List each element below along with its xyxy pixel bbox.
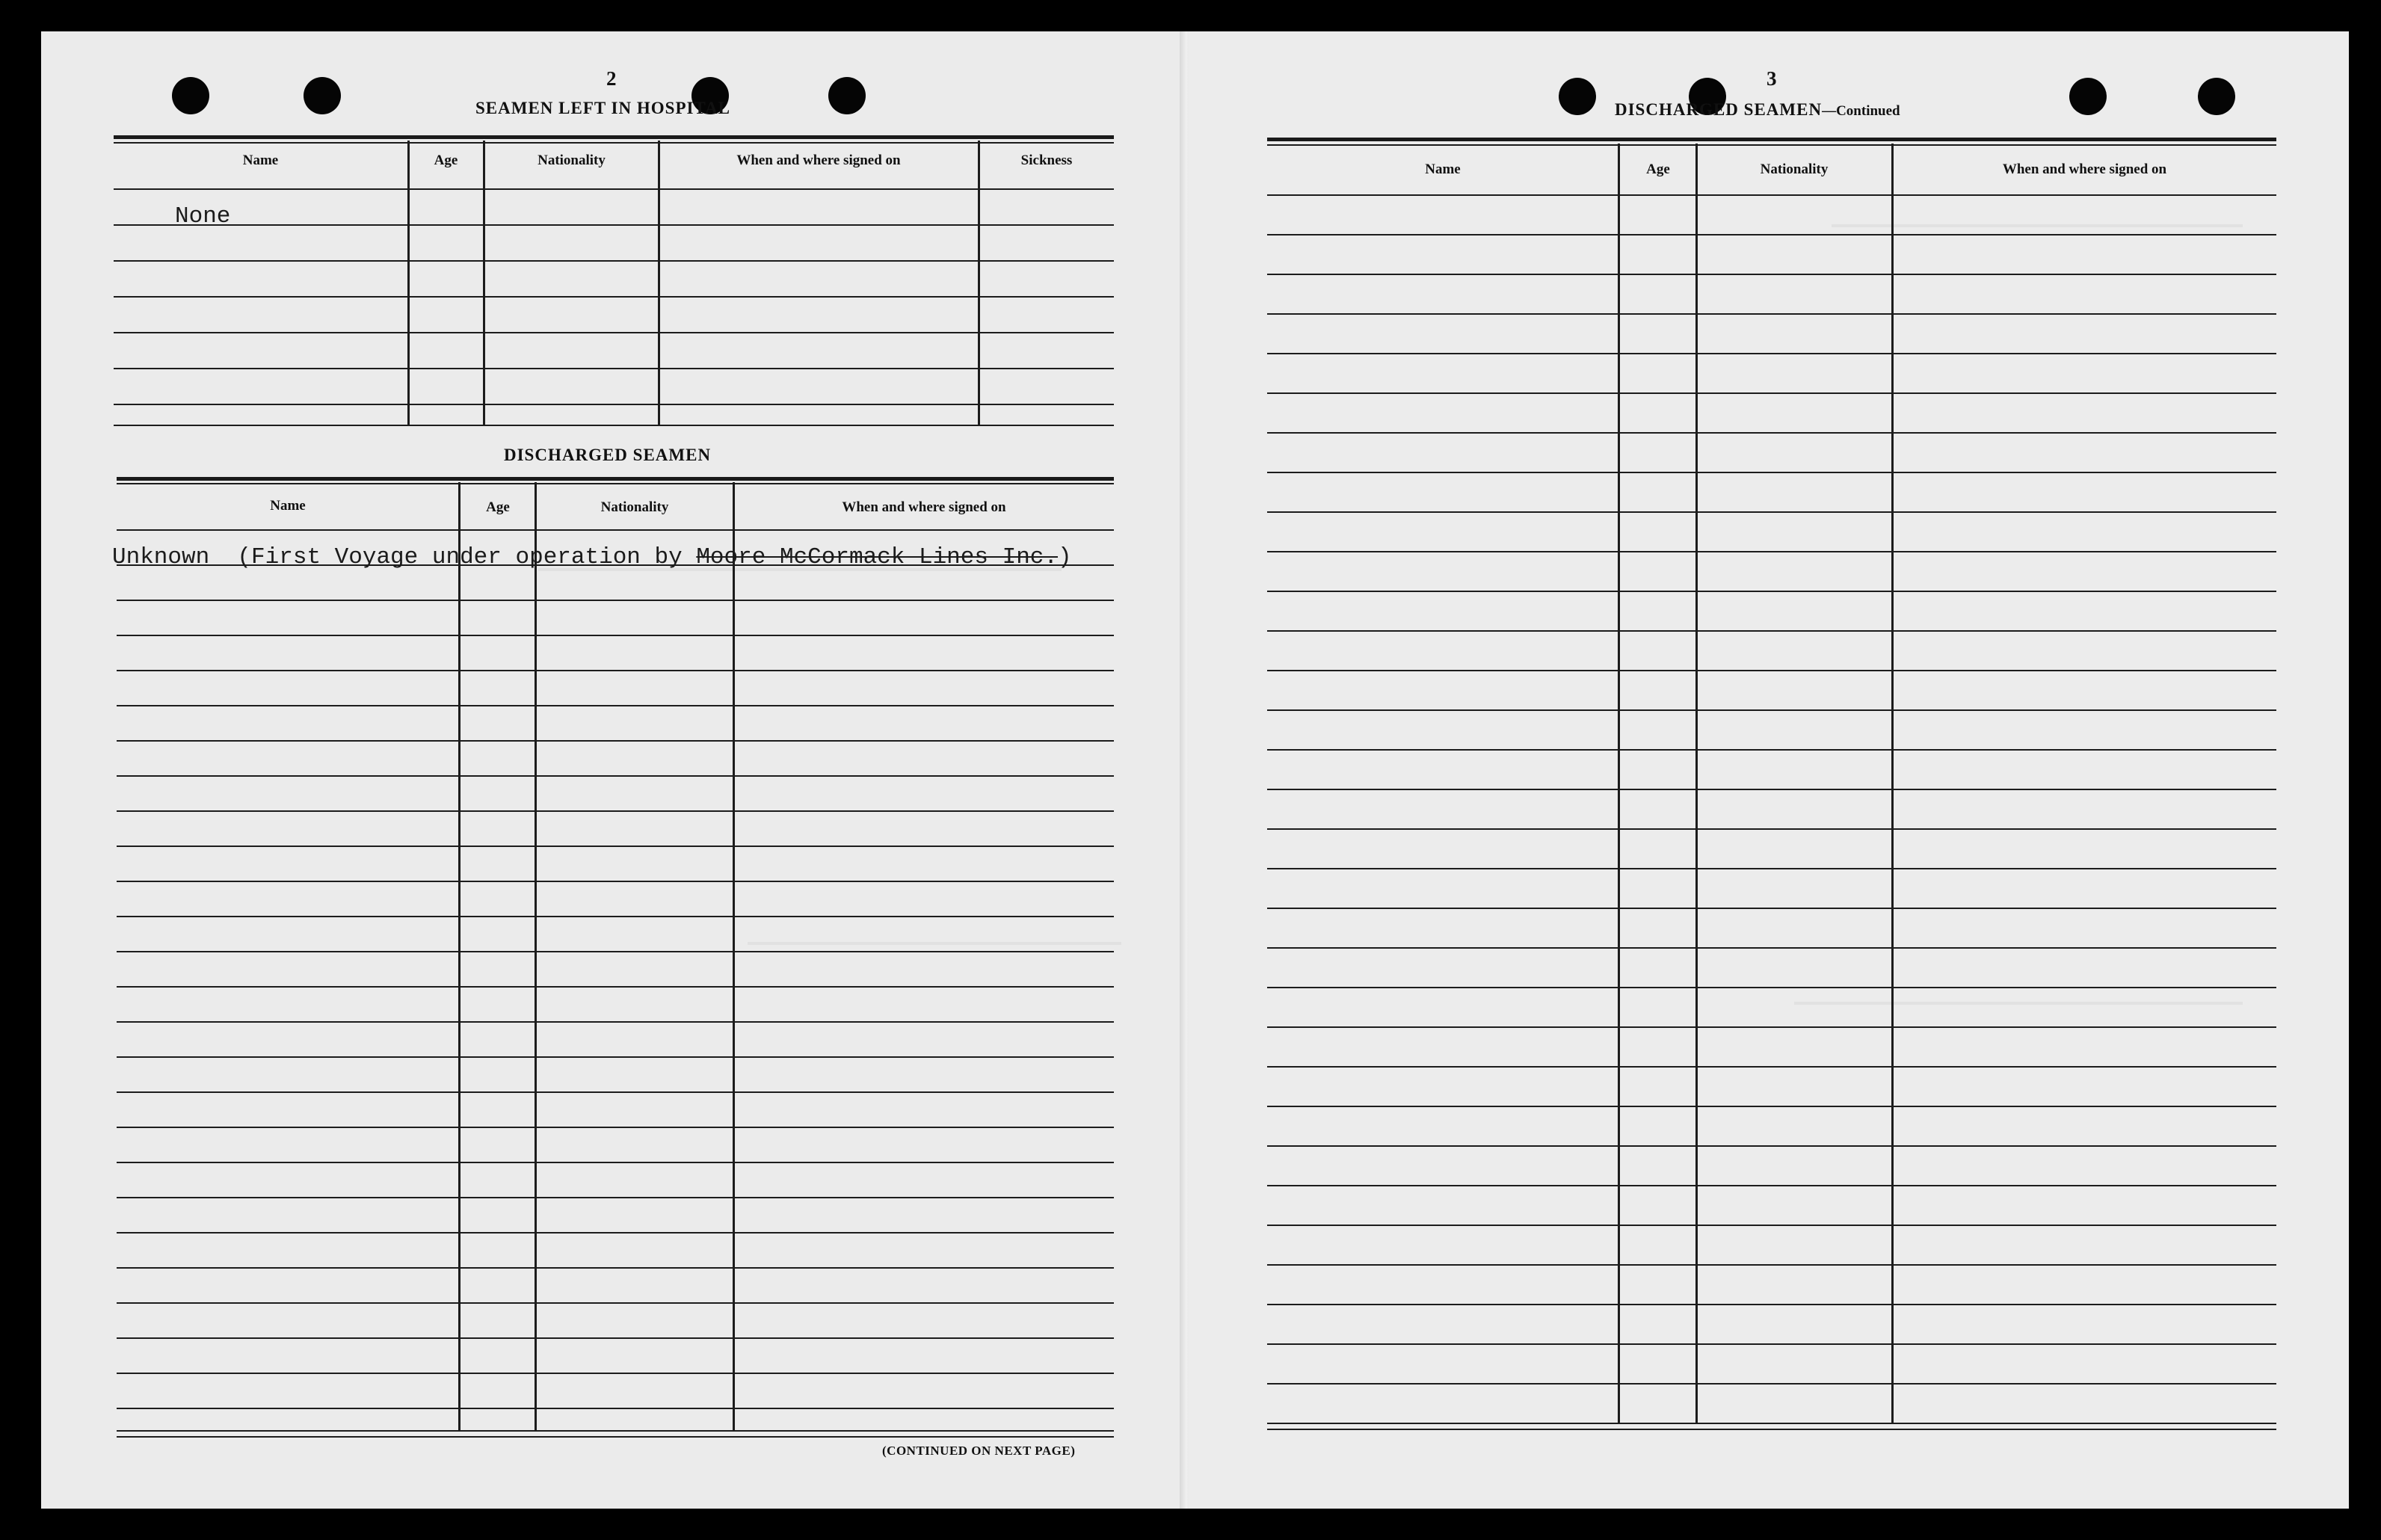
discharged-col-nationality: Nationality bbox=[600, 499, 669, 515]
continued-col-signed-on: When and where signed on bbox=[2002, 161, 2167, 177]
table-row-rule bbox=[117, 951, 1114, 952]
page-number: 3 bbox=[1767, 67, 1777, 90]
table-row-rule bbox=[1267, 511, 2276, 513]
table-top-rule bbox=[114, 135, 1114, 139]
table-row-rule bbox=[117, 986, 1114, 988]
column-divider bbox=[733, 482, 735, 1432]
punch-hole bbox=[2069, 78, 2107, 115]
table-row-rule bbox=[117, 529, 1114, 531]
table-row-rule bbox=[1267, 1026, 2276, 1028]
table-row-rule bbox=[117, 916, 1114, 917]
table-row-rule bbox=[1267, 908, 2276, 909]
table-row-rule bbox=[1267, 828, 2276, 830]
show-through-mark bbox=[748, 942, 1121, 945]
table-row-rule bbox=[1267, 670, 2276, 671]
table-row-rule bbox=[1267, 472, 2276, 473]
table-top-rule bbox=[117, 483, 1114, 484]
discharged-continued-title-main: DISCHARGED SEAMEN bbox=[1615, 100, 1823, 119]
table-bottom-rule bbox=[117, 1430, 1114, 1432]
table-row-rule bbox=[117, 670, 1114, 671]
punch-hole bbox=[2198, 78, 2235, 115]
punch-hole bbox=[304, 77, 341, 114]
table-row-rule bbox=[1267, 630, 2276, 632]
table-row-rule bbox=[117, 1127, 1114, 1128]
table-row-rule bbox=[114, 332, 1114, 333]
table-row-rule bbox=[1267, 353, 2276, 354]
column-divider bbox=[483, 141, 485, 425]
table-bottom-rule bbox=[117, 1436, 1114, 1438]
punch-hole bbox=[172, 77, 209, 114]
table-row-rule bbox=[1267, 709, 2276, 711]
table-row-rule bbox=[1267, 1225, 2276, 1226]
struck-company-name: Moore McCormack Lines Inc. bbox=[696, 544, 1059, 570]
table-row-rule bbox=[1267, 1383, 2276, 1385]
left-page bbox=[41, 31, 1185, 1509]
table-row-rule bbox=[117, 635, 1114, 636]
column-divider bbox=[535, 482, 537, 1432]
table-row-rule bbox=[114, 224, 1114, 226]
table-row-rule bbox=[1267, 1185, 2276, 1186]
hospital-col-signed-on: When and where signed on bbox=[736, 153, 901, 168]
table-row-rule bbox=[117, 1056, 1114, 1058]
table-bottom-rule bbox=[1267, 1423, 2276, 1424]
table-row-rule bbox=[117, 1021, 1114, 1023]
hospital-col-age: Age bbox=[434, 153, 458, 168]
continued-col-age: Age bbox=[1646, 161, 1670, 177]
table-row-rule bbox=[1267, 432, 2276, 434]
table-row-rule bbox=[1267, 591, 2276, 592]
table-row-rule bbox=[114, 188, 1114, 190]
table-row-rule bbox=[1267, 551, 2276, 552]
table-row-rule bbox=[117, 1302, 1114, 1304]
table-top-rule bbox=[114, 142, 1114, 144]
table-row-rule bbox=[114, 260, 1114, 262]
table-row-rule bbox=[117, 1408, 1114, 1409]
discharged-col-signed-on: When and where signed on bbox=[842, 499, 1006, 515]
discharged-entry-text: Unknown (First Voyage under operation by bbox=[112, 544, 697, 570]
continued-col-nationality: Nationality bbox=[1760, 161, 1829, 177]
table-row-rule bbox=[114, 368, 1114, 369]
table-top-rule bbox=[1267, 144, 2276, 146]
column-divider bbox=[1695, 144, 1698, 1423]
table-row-rule bbox=[1267, 194, 2276, 196]
punch-hole bbox=[828, 77, 866, 114]
table-row-rule bbox=[117, 705, 1114, 706]
right-page bbox=[1189, 31, 2349, 1509]
table-bottom-rule bbox=[114, 425, 1114, 426]
table-row-rule bbox=[117, 881, 1114, 882]
table-row-rule bbox=[1267, 1066, 2276, 1068]
continued-suffix: —Continued bbox=[1822, 103, 1900, 119]
discharged-entry bbox=[112, 544, 1072, 570]
table-row-rule bbox=[1267, 868, 2276, 869]
continued-col-name: Name bbox=[1425, 161, 1461, 177]
table-row-rule bbox=[117, 1091, 1114, 1093]
table-row-rule bbox=[1267, 234, 2276, 235]
hospital-col-sickness: Sickness bbox=[1020, 153, 1073, 168]
table-row-rule bbox=[117, 846, 1114, 847]
show-through-mark bbox=[1794, 1002, 2243, 1005]
table-bottom-rule bbox=[1267, 1429, 2276, 1430]
table-row-rule bbox=[1267, 313, 2276, 315]
table-row-rule bbox=[1267, 947, 2276, 949]
table-row-rule bbox=[117, 1267, 1114, 1269]
table-row-rule bbox=[1267, 749, 2276, 751]
discharged-section-title: DISCHARGED SEAMEN bbox=[504, 446, 712, 464]
table-row-rule bbox=[117, 1373, 1114, 1374]
table-row-rule bbox=[1267, 274, 2276, 275]
table-row-rule bbox=[117, 600, 1114, 601]
hospital-section-title: SEAMEN LEFT IN HOSPITAL bbox=[475, 99, 731, 117]
column-divider bbox=[407, 141, 410, 425]
hospital-col-nationality: Nationality bbox=[538, 153, 606, 168]
table-row-rule bbox=[114, 296, 1114, 298]
table-row-rule bbox=[1267, 392, 2276, 394]
table-row-rule bbox=[1267, 1106, 2276, 1107]
table-row-rule bbox=[117, 810, 1114, 812]
table-top-rule bbox=[117, 477, 1114, 481]
table-row-rule bbox=[117, 775, 1114, 777]
table-row-rule bbox=[1267, 1264, 2276, 1266]
table-row-rule bbox=[114, 404, 1114, 405]
table-row-rule bbox=[117, 1232, 1114, 1233]
table-row-rule bbox=[1267, 987, 2276, 988]
column-divider bbox=[458, 482, 461, 1432]
table-row-rule bbox=[1267, 1145, 2276, 1147]
discharged-continued-title bbox=[1615, 100, 1900, 120]
page-number: 2 bbox=[606, 67, 617, 90]
discharged-entry-close: ) bbox=[1058, 544, 1072, 570]
table-row-rule bbox=[117, 1162, 1114, 1163]
table-row-rule bbox=[117, 1197, 1114, 1198]
discharged-col-age: Age bbox=[486, 499, 510, 515]
table-top-rule bbox=[1267, 138, 2276, 141]
table-row-rule bbox=[1267, 1343, 2276, 1345]
column-divider bbox=[1891, 144, 1894, 1423]
hospital-col-name: Name bbox=[242, 153, 279, 168]
column-divider bbox=[1618, 144, 1620, 1423]
column-divider bbox=[658, 141, 660, 425]
discharged-col-name: Name bbox=[270, 498, 306, 514]
table-row-rule bbox=[1267, 789, 2276, 790]
table-row-rule bbox=[117, 740, 1114, 742]
continued-footer-note: (CONTINUED ON NEXT PAGE) bbox=[882, 1444, 1076, 1458]
table-row-rule bbox=[117, 1337, 1114, 1339]
table-row-rule bbox=[1267, 1304, 2276, 1305]
hospital-entry-name: None bbox=[175, 203, 231, 230]
punch-hole bbox=[1559, 78, 1596, 115]
column-divider bbox=[978, 141, 980, 425]
